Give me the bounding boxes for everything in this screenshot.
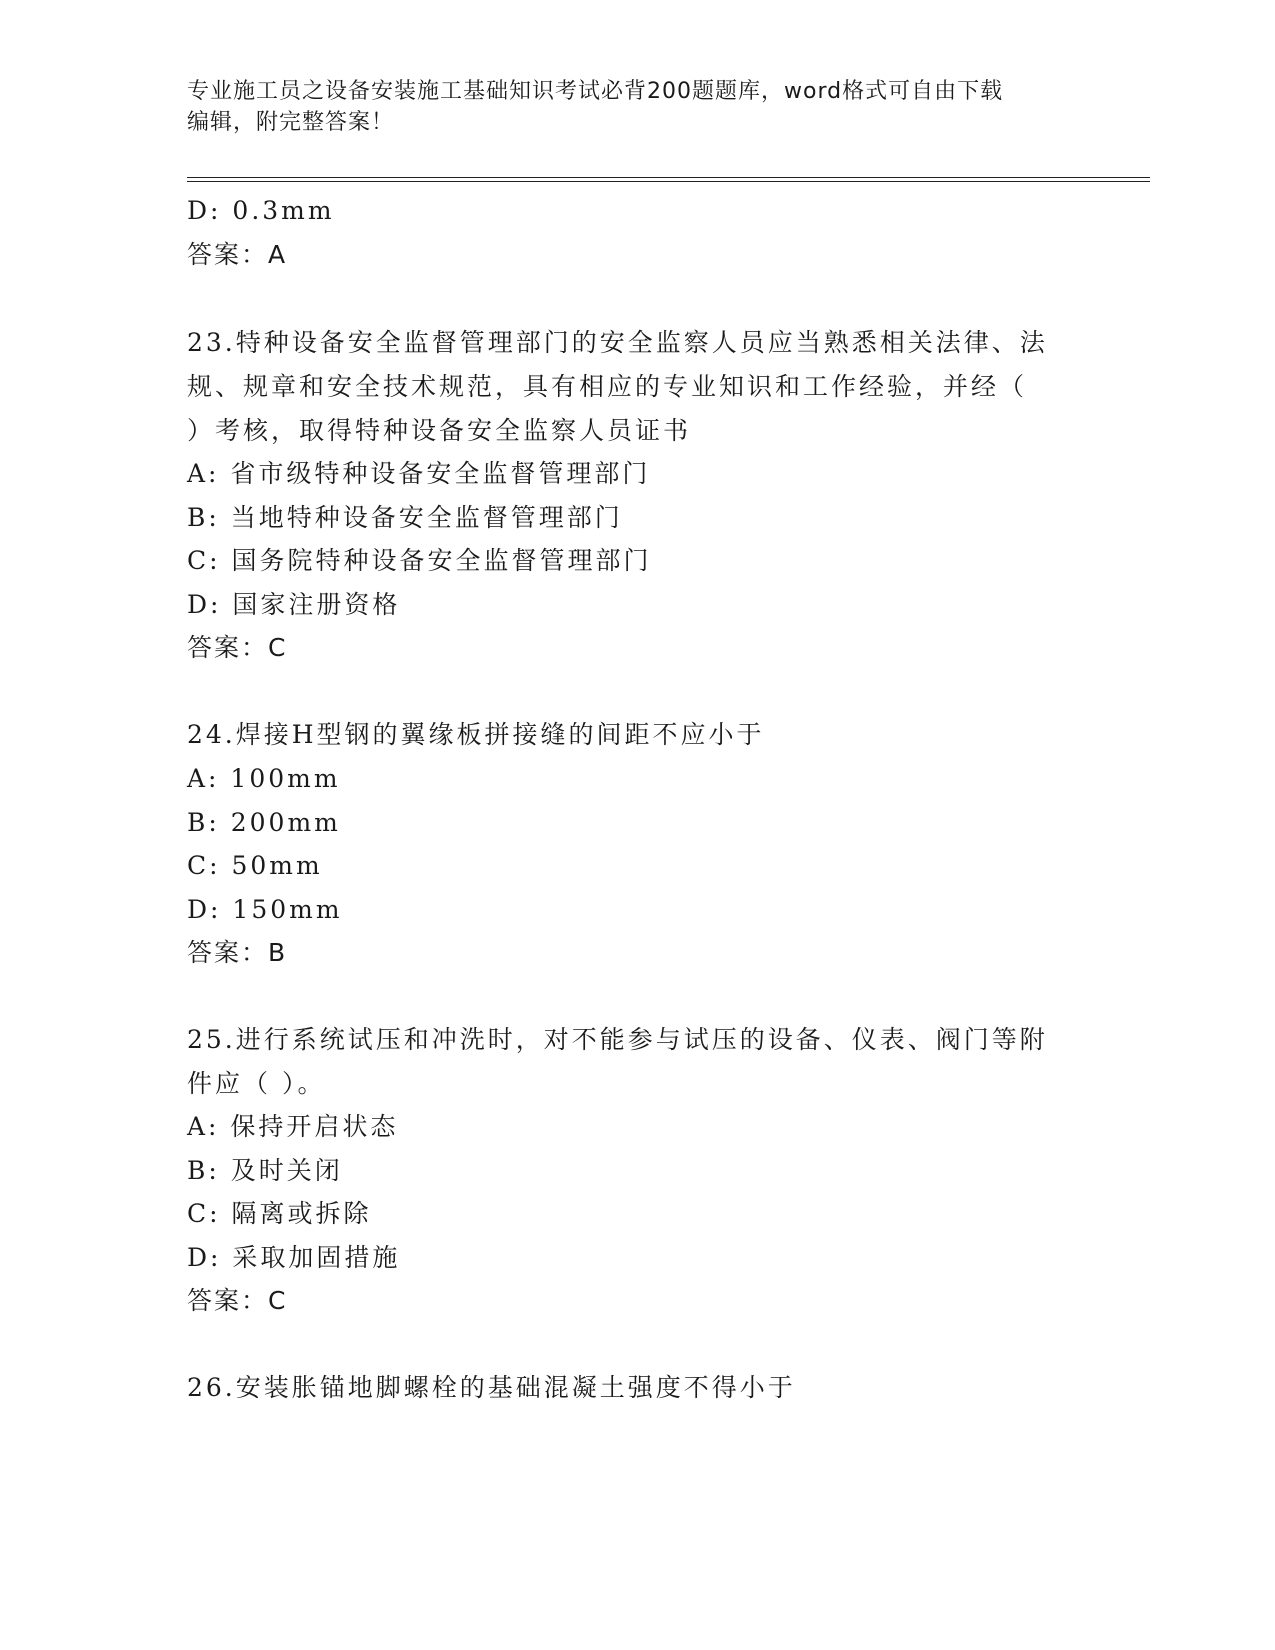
q25-option-d: D: 采取加固措施 [187, 1243, 401, 1272]
header-divider-top [187, 177, 1150, 178]
q25-option-c: C: 隔离或拆除 [187, 1199, 372, 1228]
q23-option-d: D: 国家注册资格 [187, 590, 401, 619]
q25-stem-line-2: 件应（ ）。 [187, 1069, 326, 1098]
q24-option-c: C: 50mm [187, 851, 323, 880]
q25-option-a: A: 保持开启状态 [187, 1112, 399, 1141]
header-title-line-1: 专业施工员之设备安装施工基础知识考试必背200题题库，word格式可自由下载 [187, 79, 1004, 104]
q23-option-a: A: 省市级特种设备安全监督管理部门 [187, 459, 651, 488]
q23-stem-line-1: 23.特种设备安全监督管理部门的安全监察人员应当熟悉相关法律、法 [187, 328, 1048, 357]
q23-stem-line-2: 规、规章和安全技术规范，具有相应的专业知识和工作经验，并经（ [187, 372, 1028, 401]
q23-option-c: C: 国务院特种设备安全监督管理部门 [187, 546, 652, 575]
q26-stem-line-1: 26.安装胀锚地脚螺栓的基础混凝土强度不得小于 [187, 1373, 796, 1402]
q23-answer: 答案：C [187, 633, 288, 662]
q24-option-a: A: 100mm [187, 764, 341, 793]
document-header [187, 76, 1087, 138]
q25-answer: 答案：C [187, 1286, 288, 1315]
q24-option-d: D: 150mm [187, 895, 343, 924]
q24-answer: 答案：B [187, 938, 288, 967]
header-title-line-2: 编辑，附完整答案！ [187, 110, 395, 135]
q22-option-d: D: 0.3mm [187, 196, 335, 225]
q24-option-b: B: 200mm [187, 808, 341, 837]
q22-answer: 答案：A [187, 240, 288, 269]
q24-stem-line-1: 24.焊接H型钢的翼缘板拼接缝的间距不应小于 [187, 720, 765, 749]
q23-option-b: B: 当地特种设备安全监督管理部门 [187, 503, 623, 532]
q25-option-b: B: 及时关闭 [187, 1156, 343, 1185]
header-divider-bottom [187, 181, 1150, 182]
q25-stem-line-1: 25.进行系统试压和冲洗时，对不能参与试压的设备、仪表、阀门等附 [187, 1025, 1048, 1054]
q23-stem-line-3: ）考核，取得特种设备安全监察人员证书 [187, 416, 692, 445]
